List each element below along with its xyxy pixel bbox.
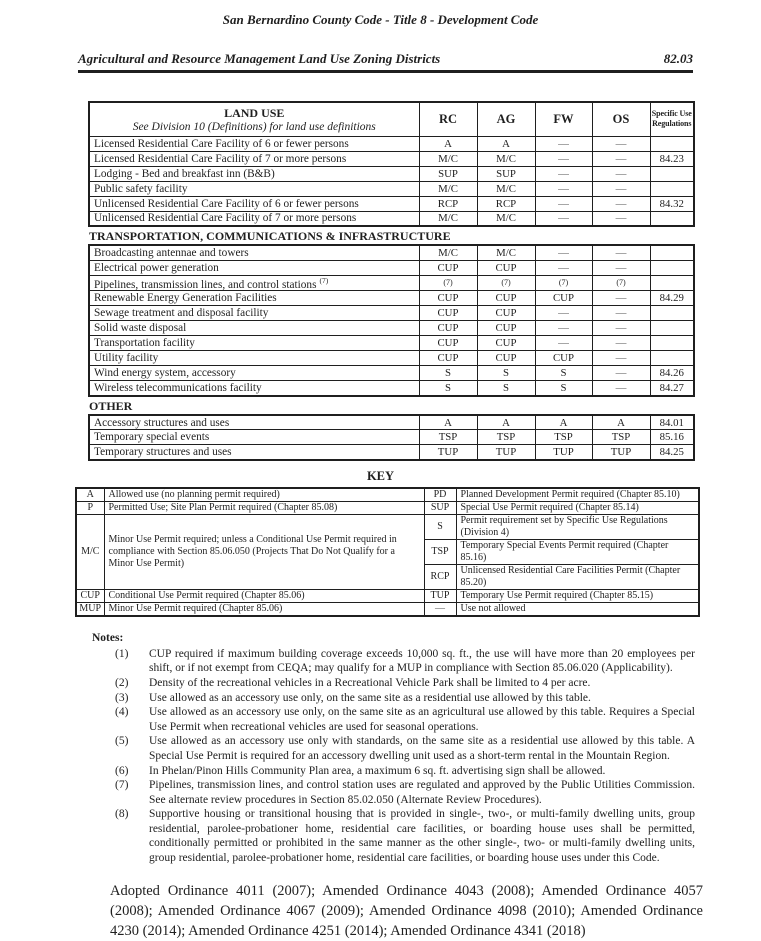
key-description: Minor Use Permit required (Chapter 85.06): [104, 602, 424, 616]
permit-cell: S: [477, 366, 535, 381]
permit-cell: 84.01: [650, 415, 694, 430]
land-use-label: Public safety facility: [89, 181, 419, 196]
table-header-row: [89, 102, 694, 136]
land-use-header-subtitle: See Division 10 (Definitions) for land use definitions: [132, 120, 376, 133]
permit-cell: TSP: [535, 430, 592, 445]
permit-cell: —: [592, 291, 650, 306]
permit-cell: 84.27: [650, 381, 694, 396]
permit-cell: RCP: [419, 196, 477, 211]
table-row: [89, 336, 694, 351]
note-number: (8): [115, 808, 129, 821]
key-row: [76, 514, 699, 539]
permit-cell: [650, 306, 694, 321]
note-item: [115, 691, 695, 706]
key-row: [76, 488, 699, 502]
key-code: CUP: [76, 589, 104, 602]
permit-cell: (7): [419, 275, 477, 291]
key-code: PD: [424, 488, 456, 502]
permit-cell: M/C: [477, 181, 535, 196]
permit-cell: M/C: [419, 211, 477, 226]
column-header-ag: AG: [477, 102, 535, 136]
note-number: (4): [115, 706, 129, 719]
permit-cell: —: [592, 321, 650, 336]
permit-cell: —: [592, 151, 650, 166]
permit-cell: M/C: [419, 151, 477, 166]
land-use-label: Sewage treatment and disposal facility: [89, 306, 419, 321]
permit-cell: S: [477, 381, 535, 396]
permit-cell: [650, 245, 694, 260]
note-number: (6): [115, 764, 129, 777]
land-use-label: Wind energy system, accessory: [89, 366, 419, 381]
notes-label: Notes:: [92, 631, 124, 644]
key-code: S: [424, 514, 456, 539]
key-code: M/C: [76, 514, 104, 589]
specific-use-header-line2: Regulations: [652, 119, 692, 129]
permit-cell: —: [592, 211, 650, 226]
permit-cell: [650, 211, 694, 226]
permit-cell: CUP: [419, 336, 477, 351]
land-use-label: Broadcasting antennae and towers: [89, 245, 419, 260]
column-header-os: OS: [592, 102, 650, 136]
notes-section: [92, 632, 695, 866]
table-row: [89, 321, 694, 336]
permit-cell: TUP: [477, 445, 535, 460]
land-use-label: Accessory structures and uses: [89, 415, 419, 430]
table-row: [89, 166, 694, 181]
permit-cell: —: [535, 166, 592, 181]
permit-cell: SUP: [477, 166, 535, 181]
notes-list: [92, 647, 695, 866]
permit-cell: [650, 336, 694, 351]
permit-cell: M/C: [477, 211, 535, 226]
note-number: (7): [115, 779, 129, 792]
footnote-ref: (7): [319, 275, 329, 285]
permit-cell: (7): [592, 275, 650, 291]
permit-cell: A: [419, 136, 477, 151]
permit-cell: S: [535, 381, 592, 396]
permit-cell: A: [477, 415, 535, 430]
land-use-label: Lodging - Bed and breakfast inn (B&B): [89, 166, 419, 181]
permit-cell: TSP: [419, 430, 477, 445]
key-row: [76, 501, 699, 514]
permit-cell: TSP: [592, 430, 650, 445]
note-text: Use allowed as an accessory use only, on the same site as a residential use allowed by this table.: [149, 691, 591, 704]
land-use-table-area: [88, 101, 693, 461]
permit-cell: —: [535, 306, 592, 321]
permit-cell: CUP: [419, 291, 477, 306]
key-code: TUP: [424, 589, 456, 602]
table-row: [89, 196, 694, 211]
permit-cell: 84.25: [650, 445, 694, 460]
key-code: RCP: [424, 564, 456, 589]
permit-cell: CUP: [477, 291, 535, 306]
table-row: [89, 445, 694, 460]
permit-cell: CUP: [477, 321, 535, 336]
land-use-column-header: [89, 102, 419, 136]
permit-cell: A: [419, 415, 477, 430]
permit-cell: —: [535, 336, 592, 351]
permit-cell: A: [477, 136, 535, 151]
permit-cell: M/C: [419, 181, 477, 196]
key-description: Allowed use (no planning permit required): [104, 488, 424, 502]
permit-cell: —: [535, 321, 592, 336]
permit-cell: CUP: [477, 336, 535, 351]
specific-use-header-line1: Specific Use: [651, 109, 692, 119]
key-row: [76, 589, 699, 602]
note-item: [115, 705, 695, 734]
table-row: [89, 275, 694, 291]
note-item: [115, 734, 695, 763]
permit-cell: —: [535, 151, 592, 166]
permit-cell: TSP: [477, 430, 535, 445]
table-row: [89, 381, 694, 396]
note-number: (5): [115, 735, 129, 748]
permit-cell: CUP: [419, 351, 477, 366]
permit-cell: [650, 351, 694, 366]
permit-cell: CUP: [419, 260, 477, 275]
key-code: SUP: [424, 501, 456, 514]
permit-cell: [650, 166, 694, 181]
note-item: [115, 764, 695, 779]
table-row: [89, 415, 694, 430]
permit-cell: A: [592, 415, 650, 430]
key-description: Temporary Special Events Permit required (Chapter 85.16): [456, 539, 699, 564]
permit-cell: TUP: [535, 445, 592, 460]
note-text: In Phelan/Pinon Hills Community Plan area, a maximum 6 sq. ft. advertising sign shall be allowed.: [149, 764, 606, 777]
section-number: 82.03: [663, 51, 693, 66]
table-row: [89, 181, 694, 196]
land-use-label: Pipelines, transmission lines, and control stations $^{(7)}$: [89, 275, 419, 291]
note-number: (2): [115, 676, 129, 689]
key-description: Temporary Use Permit required (Chapter 85.15): [456, 589, 699, 602]
land-use-label: Electrical power generation: [89, 260, 419, 275]
table-row: [89, 291, 694, 306]
permit-cell: 84.29: [650, 291, 694, 306]
permit-cell: SUP: [419, 166, 477, 181]
land-use-label: Unlicensed Residential Care Facility of 7 or more persons: [89, 211, 419, 226]
permit-cell: 85.16: [650, 430, 694, 445]
land-use-label: Licensed Residential Care Facility of 6 or fewer persons: [89, 136, 419, 151]
permit-cell: S: [419, 381, 477, 396]
key-code: A: [76, 488, 104, 502]
column-header-rc: RC: [419, 102, 477, 136]
note-text: Density of the recreational vehicles in a Recreational Vehicle Park shall be limited to 4 per acre.: [149, 676, 591, 689]
key-description: Permitted Use; Site Plan Permit required (Chapter 85.08): [104, 501, 424, 514]
note-text: Pipelines, transmission lines, and control station uses are regulated and approved by the Public Utilities Commission. See alternate review procedures in Section 85.02.050 (Alternate Review Procedures).: [149, 779, 695, 806]
land-use-label: Temporary special events: [89, 430, 419, 445]
table-row: [89, 245, 694, 260]
permit-cell: —: [535, 245, 592, 260]
key-description: Planned Development Permit required (Chapter 85.10): [456, 488, 699, 502]
key-description: Use not allowed: [456, 602, 699, 616]
key-table: [75, 487, 700, 617]
land-use-table-other: [88, 414, 695, 461]
permit-cell: CUP: [477, 351, 535, 366]
permit-cell: S: [535, 366, 592, 381]
land-use-label: Unlicensed Residential Care Facility of 6 or fewer persons: [89, 196, 419, 211]
permit-cell: —: [592, 351, 650, 366]
key-description: Unlicensed Residential Care Facilities Permit (Chapter 85.20): [456, 564, 699, 589]
permit-cell: —: [592, 336, 650, 351]
land-use-table: [88, 101, 695, 227]
permit-cell: —: [592, 181, 650, 196]
table-row: [89, 430, 694, 445]
key-code: TSP: [424, 539, 456, 564]
permit-cell: 84.23: [650, 151, 694, 166]
permit-cell: —: [592, 260, 650, 275]
note-number: (1): [115, 647, 129, 660]
land-use-label: Renewable Energy Generation Facilities: [89, 291, 419, 306]
land-use-label: Utility facility: [89, 351, 419, 366]
table-row: [89, 151, 694, 166]
column-header-specific-use-regulations: [650, 102, 694, 136]
column-header-fw: FW: [535, 102, 592, 136]
land-use-header-title: LAND USE: [224, 105, 285, 120]
permit-cell: M/C: [477, 245, 535, 260]
document-title: San Bernardino County Code - Title 8 - Development Code: [222, 12, 539, 27]
permit-cell: S: [419, 366, 477, 381]
permit-cell: —: [592, 306, 650, 321]
note-item: [115, 807, 695, 865]
note-item: [115, 778, 695, 807]
permit-cell: —: [592, 136, 650, 151]
permit-cell: [650, 181, 694, 196]
section-title-transportation: TRANSPORTATION, COMMUNICATIONS & INFRASTRUCTURE: [89, 229, 451, 243]
permit-cell: TUP: [419, 445, 477, 460]
key-code: —: [424, 602, 456, 616]
note-text: Use allowed as an accessory use only with standards, on the same site as a residential use allowed by this table. A Special Use Permit is required for an accessory dwelling unit used as a short-term rental in the Mountain Region.: [149, 735, 695, 762]
permit-cell: —: [535, 136, 592, 151]
ordinance-history: Adopted Ordinance 4011 (2007); Amended Ordinance 4043 (2008); Amended Ordinance 4057 (2008); Amended Ordinance 4067 (2009); Amended Ordinance 4098 (2010); Amended Ordinance 4230 (2014); Amended Ordinance 4251 (2014); Amended Ordinance 4341 (2018): [110, 882, 703, 939]
key-description: Conditional Use Permit required (Chapter 85.06): [104, 589, 424, 602]
key-code: P: [76, 501, 104, 514]
table-row: [89, 260, 694, 275]
permit-cell: CUP: [419, 306, 477, 321]
permit-cell: CUP: [535, 351, 592, 366]
permit-cell: M/C: [419, 245, 477, 260]
permit-cell: (7): [535, 275, 592, 291]
land-use-label: Solid waste disposal: [89, 321, 419, 336]
land-use-label: Transportation facility: [89, 336, 419, 351]
key-description: Permit requirement set by Specific Use Regulations (Division 4): [456, 514, 699, 539]
section-header-title: Agricultural and Resource Management Land Use Zoning Districts: [78, 51, 441, 66]
permit-cell: 84.26: [650, 366, 694, 381]
note-item: [115, 676, 695, 691]
permit-cell: CUP: [477, 260, 535, 275]
permit-cell: [650, 260, 694, 275]
permit-cell: —: [592, 381, 650, 396]
table-row: [89, 366, 694, 381]
key-description: Special Use Permit required (Chapter 85.14): [456, 501, 699, 514]
permit-cell: CUP: [535, 291, 592, 306]
land-use-label: Licensed Residential Care Facility of 7 or more persons: [89, 151, 419, 166]
land-use-label: Wireless telecommunications facility: [89, 381, 419, 396]
permit-cell: (7): [477, 275, 535, 291]
section-header: [78, 51, 693, 73]
table-row: [89, 306, 694, 321]
land-use-label: Temporary structures and uses: [89, 445, 419, 460]
permit-cell: CUP: [419, 321, 477, 336]
note-text: Use allowed as an accessory use only, on the same site as an agricultural use allowed by this table. Requires a Special Use Permit when recreational vehicles are used for seasonal operations.: [149, 706, 695, 733]
permit-cell: TUP: [592, 445, 650, 460]
key-row: [76, 602, 699, 616]
permit-cell: CUP: [477, 306, 535, 321]
permit-cell: —: [535, 260, 592, 275]
permit-cell: [650, 321, 694, 336]
permit-cell: —: [592, 245, 650, 260]
key-code: MUP: [76, 602, 104, 616]
key-description: Minor Use Permit required; unless a Conditional Use Permit required in compliance with Section 85.06.050 (Projects That Do Not Qualify for a Minor Use Permit): [104, 514, 424, 589]
permit-cell: A: [535, 415, 592, 430]
note-text: Supportive housing or transitional housing that is provided in single-, two-, or multi-family dwelling units, group residential, parolee-probationer home, residential care facilities, or boarding house uses shall be permitted, conditionally permitted or prohibited in the same manner as the other single-, two- or multi-family dwelling units, group residential, parolee-probationer home, residential care facilities, or boarding house uses under this Code.: [149, 808, 695, 865]
permit-cell: —: [535, 196, 592, 211]
table-row: [89, 351, 694, 366]
permit-cell: —: [592, 366, 650, 381]
permit-cell: 84.32: [650, 196, 694, 211]
note-item: [115, 647, 695, 676]
permit-cell: M/C: [477, 151, 535, 166]
permit-cell: RCP: [477, 196, 535, 211]
permit-cell: —: [592, 196, 650, 211]
permit-cell: [650, 275, 694, 291]
table-row: [89, 136, 694, 151]
permit-cell: —: [535, 211, 592, 226]
key-title: KEY: [366, 468, 395, 483]
note-number: (3): [115, 691, 129, 704]
permit-cell: —: [535, 181, 592, 196]
section-title-other: OTHER: [89, 398, 133, 413]
permit-cell: —: [592, 166, 650, 181]
note-text: CUP required if maximum building coverage exceeds 10,000 sq. ft., the use will have more than 20 employees per shift, or if not exempt from CEQA; may qualify for a MUP in compliance with Section 85.06.020 (Applicability).: [149, 647, 695, 675]
permit-cell: [650, 136, 694, 151]
table-row: [89, 211, 694, 226]
land-use-table-transportation: [88, 244, 695, 397]
